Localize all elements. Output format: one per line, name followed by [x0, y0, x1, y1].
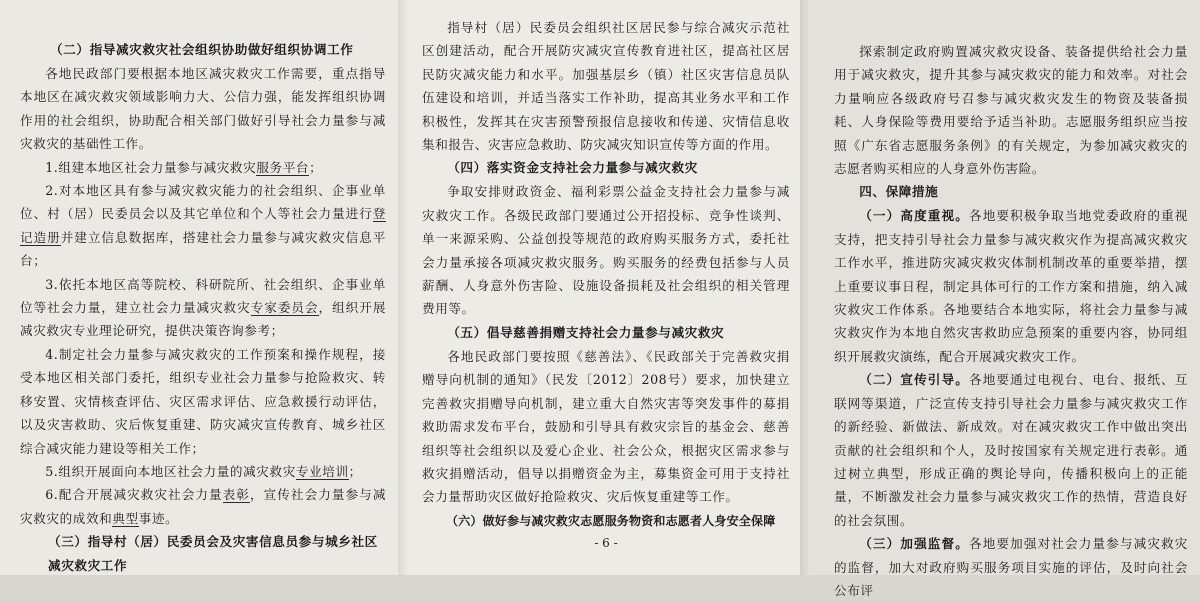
list-item: 5.组织开展面向本地区社会力量的减灾救灾专业培训；: [45, 463, 362, 479]
paragraph: 探索制定政府购置减灾救灾设备、装备提供给社会力量用于减灾救灾，提升其参与减灾救灾的能力和效率。对社会力量响应各级政府号召参与减灾救灾发生的物资及装备损耗、人身保险等费用要给予适当补助。志愿服务组织应当按照《广东省志愿服务条例》的有关规定，为参加减灾救灾的志愿者购买相应的人身意外伤害险。: [834, 44, 1188, 177]
list-item: 6.配合开展减灾救灾社会力量表彰，宣传社会力量参与减灾救灾的成效和典型事迹。: [20, 487, 387, 526]
page-fold-shadow: [398, 0, 408, 575]
page-fold-shadow: [800, 0, 810, 575]
section-heading: （四）落实资金支持社会力量参与减灾救灾: [447, 160, 698, 176]
middle-page: [398, 0, 800, 575]
left-page: [0, 0, 398, 575]
paragraph: 指导村（居）民委员会组织社区居民参与综合减灾示范社区创建活动，配合开展防灾减灾宣传教育进社区，提高社区居民防灾减灾能力和水平。加强基层乡（镇）社区灾害信息员队伍建设和培训，并适当落实工作补助，提高其业务水平和工作积极性，发挥其在灾害预警预报信息接收和传递、灾情信息收集和报告、灾害应急救助、防灾减灾知识宣传等方面的作用。: [422, 20, 790, 153]
paragraph: （二）宣传引导。各地要通过电视台、电台、报纸、互联网等渠道，广泛宣传支持引导社会力量参与减灾救灾工作的新经验、新做法、新成效。对在减灾救灾工作中做出突出贡献的社会组织和个人，及时按国家有关规定进行表彰。通过树立典型，形成正确的舆论导向，传播积极向上的正能量，不断激发社会力量参与减灾救灾工作的热情，营造良好的社会氛围。: [834, 372, 1188, 528]
paragraph: （三）加强监督。各地要加强对社会力量参与减灾救灾的监督，加大对政府购买服务项目实施的评估，及时向社会公布评: [834, 536, 1188, 598]
section-heading: （六）做好参与减灾救灾志愿服务物资和志愿者人身安全保障: [446, 513, 776, 528]
list-item: 4.制定社会力量参与减灾救灾的工作预案和操作规程，接受本地区相关部门委托，组织专业社会力量参与抢险救灾、转移安置、灾情核查评估、灾区需求评估、应急救援行动评估，以及灾害救助、灾后恢复重建、防灾减灾宣传教育、城乡社区综合减灾能力建设等相关工作；: [20, 346, 386, 456]
page-number: - 6 -: [594, 535, 618, 550]
list-item: 3.依托本地区高等院校、科研院所、社会组织、企事业单位等社会力量，建立社会力量减灾救灾专家委员会，组织开展减灾救灾专业理论研究，提供决策咨询参考；: [20, 276, 387, 339]
section-heading: （二）指导减灾救灾社会组织协助做好组织协调工作: [50, 42, 354, 57]
paragraph: 各地民政部门要按照《慈善法》、《民政部关于完善救灾捐赠导向机制的通知》（民发〔2012〕208号）要求，加快建立完善救灾捐赠导向机制，建立重大自然灾害等突发事件的募捐救助需求发布平台，鼓励和引导具有救灾宗旨的基金会、慈善组织等社会组织以及爱心企业、社会公众，根据灾区需求参与救灾捐赠活动，倡导以捐赠资金为主，募集资金可用于支持社会力量帮助灾区做好抢险救灾、灾后恢复重建等工作。: [422, 348, 790, 505]
right-page: [800, 0, 1200, 598]
paragraph: （一）高度重视。各地要积极争取当地党委政府的重视支持，把支持引导社会力量参与减灾救灾作为提高减灾救灾工作水平，推进防灾减灾救灾体制机制改革的重要举措，摆上重要议事日程，制定具体可行的工作方案和措施，纳入减灾救灾工作体系。各地要结合本地实际，将社会力量参与减灾救灾作为本地自然灾害救助应急预案的重要内容，协同组织开展救灾演练，配合开展减灾救灾工作。: [834, 208, 1188, 364]
section-heading: （三）指导村（居）民委员会及灾害信息员参与城乡社区减灾救灾工作: [48, 534, 378, 574]
section-heading: （五）倡导慈善捐赠支持社会力量参与减灾救灾: [447, 324, 725, 340]
list-item: 1.组建本地区社会力量参与减灾救灾服务平台；: [45, 159, 323, 175]
chapter-heading: 四、保障措施: [859, 184, 939, 200]
paragraph: 各地民政部门要根据本地区减灾救灾工作需要，重点指导本地区在减灾救灾领域影响力大、公信力强，能发挥组织协调作用的社会组织，协助配合相关部门做好引导社会力量参与减灾救灾的基础性工作。: [20, 66, 386, 152]
list-item: 2.对本地区具有参与减灾救灾能力的社会组织、企事业单位、村（居）民委员会以及其它单位和个人等社会力量进行登记造册并建立信息数据库，搭建社会力量参与减灾救灾信息平台；: [20, 183, 386, 269]
paragraph: 争取安排财政资金、福利彩票公益金支持社会力量参与减灾救灾工作。各级民政部门要通过公开招投标、竞争性谈判、单一来源采购、公益创投等规范的政府购买服务方式，委托社会力量承接各项减灾救灾服务。购买服务的经费包括参与人员薪酬、人身意外伤害险、设施设备损耗及社会组织的相关管理费用等。: [422, 184, 790, 317]
